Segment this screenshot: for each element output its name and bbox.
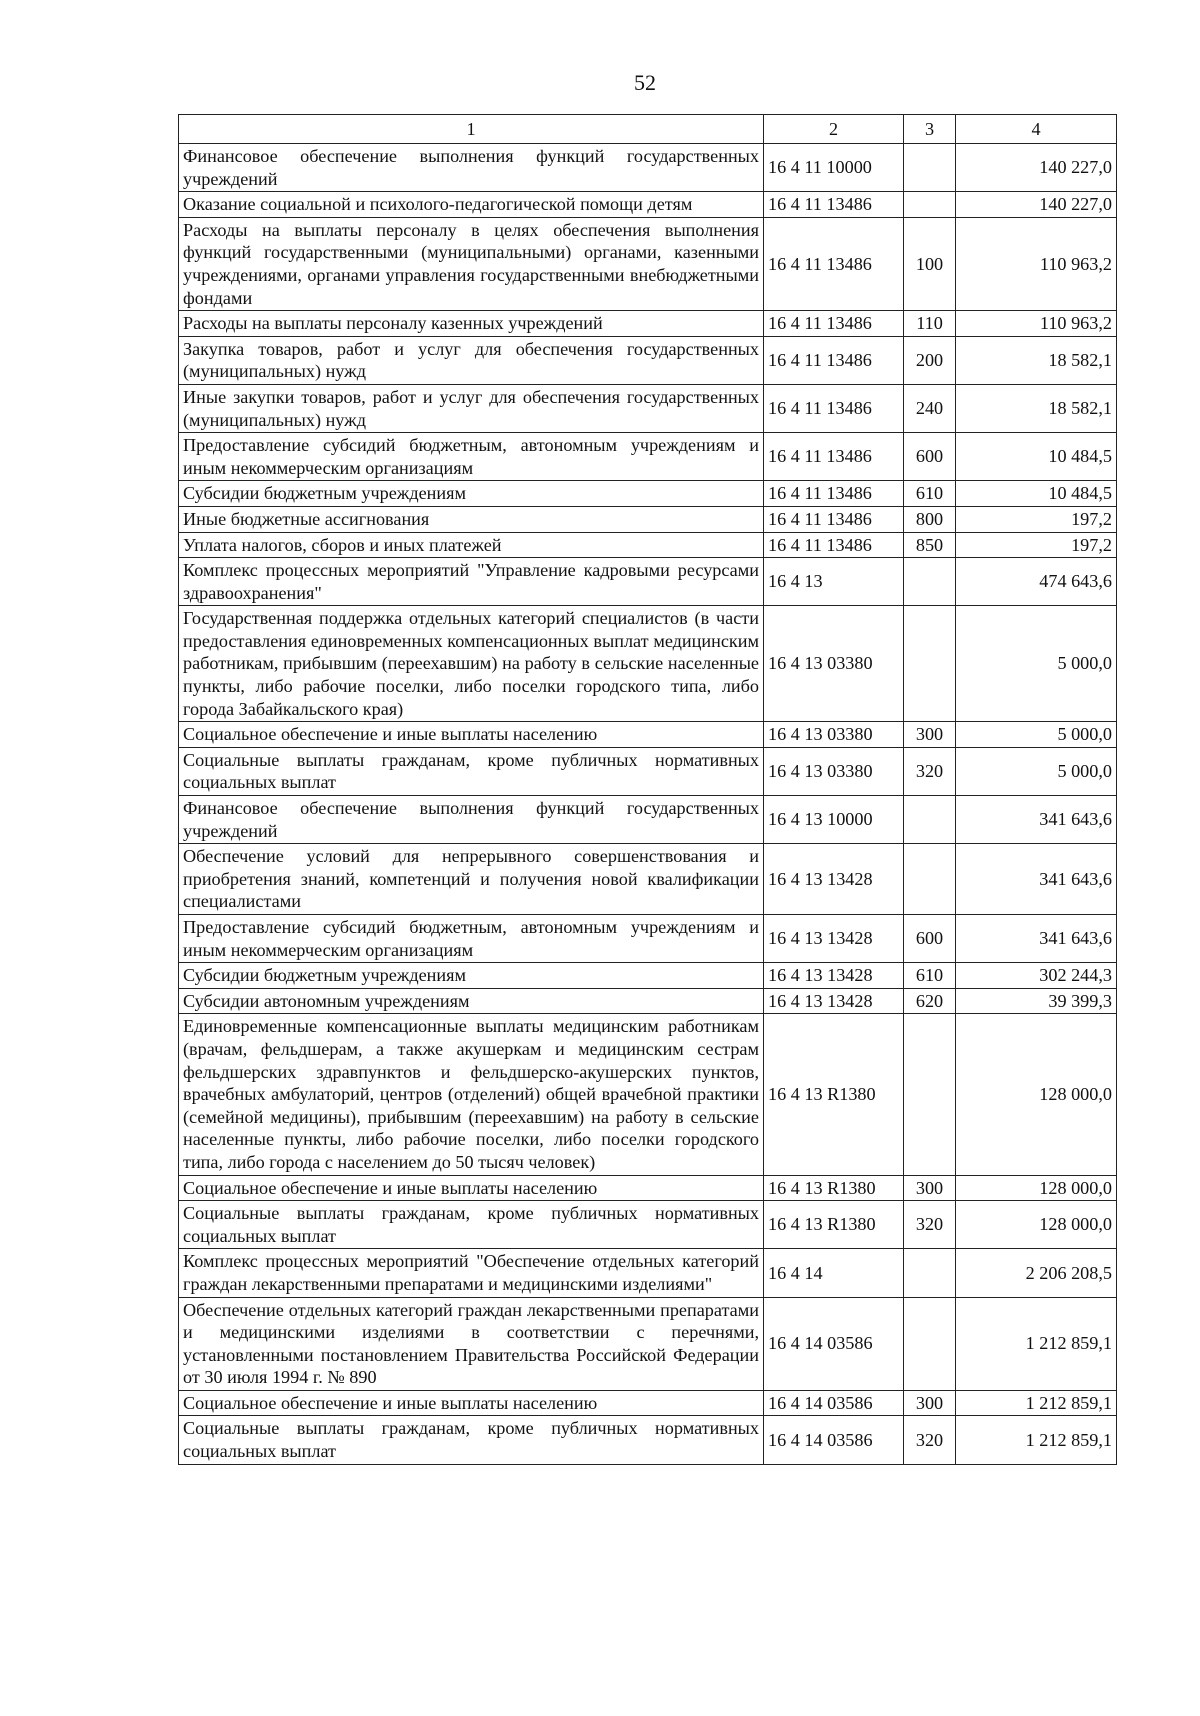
item-code: 16 4 11 13486 [764,192,904,218]
header-col-1: 1 [179,115,764,144]
table-row [179,1249,1117,1297]
table-row [179,1201,1117,1249]
header-row [179,115,1117,144]
table-row [179,384,1117,432]
item-vr: 320 [904,1416,956,1464]
item-code: 16 4 11 13486 [764,217,904,310]
item-vr [904,1249,956,1297]
item-name: Обеспечение отдельных категорий граждан лекарственными препаратами и медицинскими изделиями в соответствии с перечнями, установленными постановлением Правительства Российской Федерации от 30 июля 1994 г. № 890 [179,1297,764,1390]
header-col-4: 4 [956,115,1117,144]
table-row [179,606,1117,722]
item-vr: 320 [904,747,956,795]
item-code: 16 4 11 13486 [764,384,904,432]
item-code: 16 4 14 03586 [764,1416,904,1464]
table-row [179,722,1117,748]
item-amount: 1 212 859,1 [956,1416,1117,1464]
item-amount: 128 000,0 [956,1014,1117,1175]
item-code: 16 4 13 10000 [764,796,904,844]
table-row [179,192,1117,218]
table-row [179,336,1117,384]
item-name: Оказание социальной и психолого-педагогической помощи детям [179,192,764,218]
table-row [179,1014,1117,1175]
item-amount: 2 206 208,5 [956,1249,1117,1297]
table-row [179,747,1117,795]
item-name: Обеспечение условий для непрерывного совершенствования и приобретения знаний, компетенций и получения новой квалификации специалистами [179,844,764,915]
item-vr: 200 [904,336,956,384]
item-amount: 302 244,3 [956,963,1117,989]
item-amount: 5 000,0 [956,747,1117,795]
table-row [179,1390,1117,1416]
item-vr [904,606,956,722]
item-amount: 10 484,5 [956,481,1117,507]
table-row [179,481,1117,507]
item-vr [904,1014,956,1175]
table-row [179,1175,1117,1201]
table-row [179,433,1117,481]
item-vr: 300 [904,1390,956,1416]
table-row [179,1297,1117,1390]
item-code: 16 4 14 03586 [764,1297,904,1390]
item-code: 16 4 14 [764,1249,904,1297]
item-vr: 600 [904,433,956,481]
item-vr: 850 [904,532,956,558]
table-row [179,844,1117,915]
item-vr: 300 [904,722,956,748]
item-name: Социальное обеспечение и иные выплаты населению [179,1175,764,1201]
item-code: 16 4 11 13486 [764,506,904,532]
item-name: Социальное обеспечение и иные выплаты населению [179,722,764,748]
item-code: 16 4 11 10000 [764,144,904,192]
item-amount: 5 000,0 [956,606,1117,722]
item-code: 16 4 11 13486 [764,433,904,481]
item-amount: 110 963,2 [956,311,1117,337]
item-amount: 18 582,1 [956,336,1117,384]
item-code: 16 4 11 13486 [764,336,904,384]
item-code: 16 4 13 03380 [764,606,904,722]
item-name: Субсидии автономным учреждениям [179,988,764,1014]
item-name: Государственная поддержка отдельных категорий специалистов (в части предоставления единовременных компенсационных выплат медицинским работникам, прибывшим (переехавшим) на работу в сельские населенные пункты, либо рабочие поселки, либо поселки городского типа, либо города Забайкальского края) [179,606,764,722]
item-amount: 197,2 [956,532,1117,558]
header-col-3: 3 [904,115,956,144]
item-name: Предоставление субсидий бюджетным, автономным учреждениям и иным некоммерческим организациям [179,433,764,481]
item-name: Расходы на выплаты персоналу в целях обеспечения выполнения функций государственными (муниципальными) органами, казенными учреждениями, органами управления государственными внебюджетными фондами [179,217,764,310]
item-amount: 39 399,3 [956,988,1117,1014]
header-col-2: 2 [764,115,904,144]
item-amount: 18 582,1 [956,384,1117,432]
item-amount: 128 000,0 [956,1175,1117,1201]
item-code: 16 4 11 13486 [764,481,904,507]
table-row [179,311,1117,337]
item-amount: 474 643,6 [956,558,1117,606]
table-row [179,796,1117,844]
item-name: Уплата налогов, сборов и иных платежей [179,532,764,558]
item-vr [904,1297,956,1390]
item-amount: 341 643,6 [956,844,1117,915]
item-name: Финансовое обеспечение выполнения функций государственных учреждений [179,796,764,844]
table-row [179,558,1117,606]
item-code: 16 4 13 03380 [764,722,904,748]
item-vr: 300 [904,1175,956,1201]
item-code: 16 4 13 03380 [764,747,904,795]
item-name: Субсидии бюджетным учреждениям [179,481,764,507]
item-vr [904,144,956,192]
item-amount: 341 643,6 [956,915,1117,963]
item-vr [904,796,956,844]
table-row [179,217,1117,310]
item-name: Комплекс процессных мероприятий "Обеспечение отдельных категорий граждан лекарственными препаратами и медицинскими изделиями" [179,1249,764,1297]
item-code: 16 4 13 [764,558,904,606]
item-amount: 1 212 859,1 [956,1297,1117,1390]
item-code: 16 4 13 13428 [764,844,904,915]
item-vr: 610 [904,963,956,989]
item-name: Расходы на выплаты персоналу казенных учреждений [179,311,764,337]
item-vr: 110 [904,311,956,337]
page-number: 52 [634,70,656,95]
item-code: 16 4 11 13486 [764,532,904,558]
item-vr: 800 [904,506,956,532]
item-code: 16 4 14 03586 [764,1390,904,1416]
item-amount: 5 000,0 [956,722,1117,748]
item-amount: 10 484,5 [956,433,1117,481]
item-vr [904,558,956,606]
item-vr: 240 [904,384,956,432]
item-amount: 140 227,0 [956,144,1117,192]
item-vr [904,192,956,218]
item-amount: 341 643,6 [956,796,1117,844]
item-code: 16 4 13 R1380 [764,1014,904,1175]
item-vr [904,844,956,915]
item-name: Социальное обеспечение и иные выплаты населению [179,1390,764,1416]
item-amount: 110 963,2 [956,217,1117,310]
table-row [179,963,1117,989]
item-amount: 140 227,0 [956,192,1117,218]
item-name: Предоставление субсидий бюджетным, автономным учреждениям и иным некоммерческим организациям [179,915,764,963]
item-vr: 600 [904,915,956,963]
item-vr: 100 [904,217,956,310]
table-row [179,506,1117,532]
item-amount: 1 212 859,1 [956,1390,1117,1416]
item-vr: 610 [904,481,956,507]
item-name: Единовременные компенсационные выплаты медицинским работникам (врачам, фельдшерам, а также акушеркам и медицинским сестрам фельдшерских здравпунктов и фельдшерско-акушерских пунктов, врачебных амбулаторий, центров (отделений) общей врачебной практики (семейной медицины), прибывшим (переехавшим) на работу в сельские населенные пункты, либо рабочие поселки, либо поселки городского типа, либо города с населением до 50 тысяч человек) [179,1014,764,1175]
item-name: Социальные выплаты гражданам, кроме публичных нормативных социальных выплат [179,1416,764,1464]
table-row [179,144,1117,192]
item-code: 16 4 11 13486 [764,311,904,337]
item-name: Финансовое обеспечение выполнения функций государственных учреждений [179,144,764,192]
item-vr: 320 [904,1201,956,1249]
table-row [179,988,1117,1014]
item-code: 16 4 13 R1380 [764,1201,904,1249]
item-name: Субсидии бюджетным учреждениям [179,963,764,989]
item-name: Комплекс процессных мероприятий "Управление кадровыми ресурсами здравоохранения" [179,558,764,606]
item-code: 16 4 13 R1380 [764,1175,904,1201]
budget-table [178,114,1117,1465]
item-amount: 128 000,0 [956,1201,1117,1249]
table-row [179,915,1117,963]
item-amount: 197,2 [956,506,1117,532]
item-code: 16 4 13 13428 [764,988,904,1014]
item-code: 16 4 13 13428 [764,963,904,989]
item-name: Социальные выплаты гражданам, кроме публичных нормативных социальных выплат [179,1201,764,1249]
item-name: Закупка товаров, работ и услуг для обеспечения государственных (муниципальных) нужд [179,336,764,384]
table-row [179,1416,1117,1464]
item-vr: 620 [904,988,956,1014]
item-name: Иные закупки товаров, работ и услуг для обеспечения государственных (муниципальных) нужд [179,384,764,432]
table-row [179,532,1117,558]
item-name: Иные бюджетные ассигнования [179,506,764,532]
item-code: 16 4 13 13428 [764,915,904,963]
item-name: Социальные выплаты гражданам, кроме публичных нормативных социальных выплат [179,747,764,795]
